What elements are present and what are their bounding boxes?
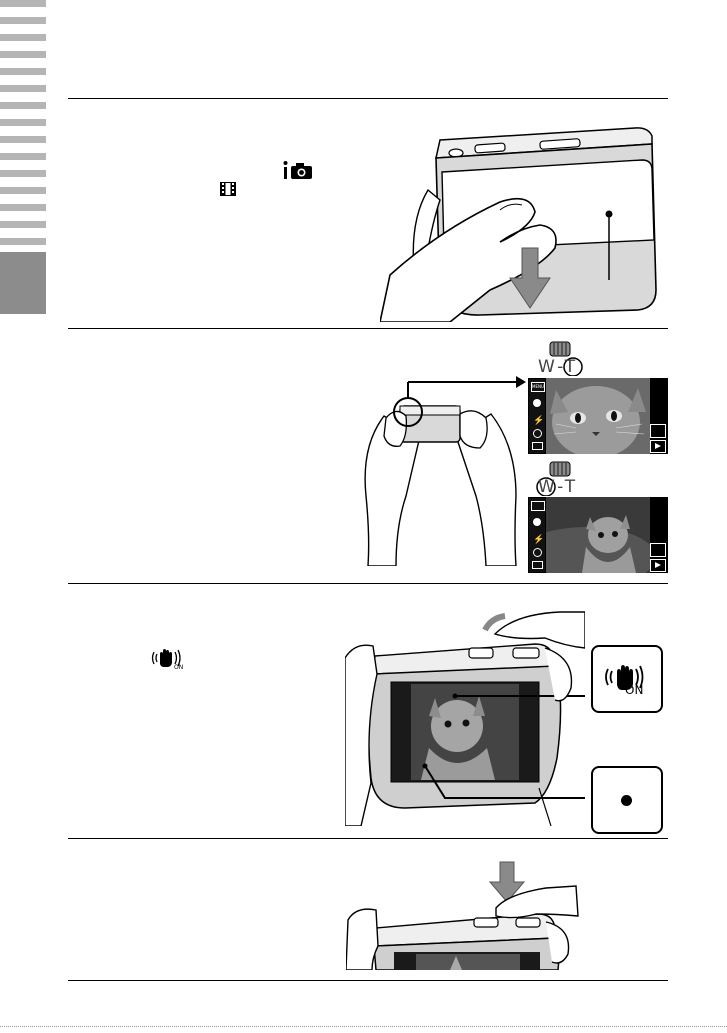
index-tab xyxy=(0,204,46,211)
burst-icon[interactable] xyxy=(532,442,543,450)
step-divider xyxy=(68,328,668,329)
menu-button[interactable] xyxy=(531,501,545,511)
flash-icon[interactable]: ⚡ xyxy=(533,534,545,544)
section-index-tabs xyxy=(0,0,46,320)
camera-back-lcd-illustration xyxy=(345,608,585,826)
burst-icon[interactable] xyxy=(532,561,543,569)
lcd-side-menu xyxy=(529,379,545,453)
index-tab xyxy=(0,51,46,58)
self-timer-icon[interactable] xyxy=(533,429,542,438)
index-tab xyxy=(0,68,46,75)
svg-text:ON: ON xyxy=(174,664,184,670)
index-tab xyxy=(0,238,46,245)
playback-button[interactable] xyxy=(650,440,666,453)
index-tab xyxy=(0,153,46,160)
index-tab xyxy=(0,102,46,109)
index-tab xyxy=(0,187,46,194)
lcd-screen-tele xyxy=(528,378,668,454)
lens-cover-slide-illustration xyxy=(380,110,660,322)
index-tab xyxy=(0,85,46,92)
index-tab xyxy=(0,34,46,41)
step-divider xyxy=(68,838,668,839)
lcd-side-menu xyxy=(529,498,545,572)
lcd-screen-wide xyxy=(528,497,668,573)
steadyshot-on-label: ON xyxy=(625,683,644,697)
page-edge xyxy=(0,1026,727,1028)
step-divider xyxy=(68,980,668,981)
focus-indicator-callout xyxy=(591,766,663,834)
zoom-lever-wide-label: W-T xyxy=(538,477,579,497)
steadyshot-inline-icon xyxy=(150,648,184,670)
menu-button[interactable]: MENU xyxy=(531,382,545,392)
self-timer-icon[interactable] xyxy=(533,548,542,557)
cat-wide-photo xyxy=(546,497,650,573)
index-tab xyxy=(0,119,46,126)
index-tab xyxy=(0,170,46,177)
index-tab xyxy=(0,17,46,24)
steadyshot-callout xyxy=(591,645,663,713)
index-tab-active xyxy=(0,252,46,314)
zoom-lever-tele-label: W-T xyxy=(538,357,579,377)
shooting-mode-icon[interactable] xyxy=(650,543,666,557)
step-divider xyxy=(68,583,668,584)
cat-closeup-photo xyxy=(546,378,650,454)
face-detect-icon[interactable] xyxy=(533,518,541,526)
face-detect-icon[interactable] xyxy=(533,399,541,407)
flash-icon[interactable]: ⚡ xyxy=(533,415,545,425)
step-divider xyxy=(68,98,668,99)
playback-button[interactable] xyxy=(650,559,666,572)
focus-dot-icon xyxy=(621,795,632,806)
film-strip-icon xyxy=(219,181,237,197)
holding-camera-illustration xyxy=(356,376,526,566)
shooting-mode-icon[interactable] xyxy=(650,424,666,438)
index-tab xyxy=(0,0,46,7)
index-tab xyxy=(0,136,46,143)
camera-with-i-icon xyxy=(283,160,313,180)
index-tab xyxy=(0,221,46,228)
press-shutter-illustration xyxy=(346,858,580,970)
